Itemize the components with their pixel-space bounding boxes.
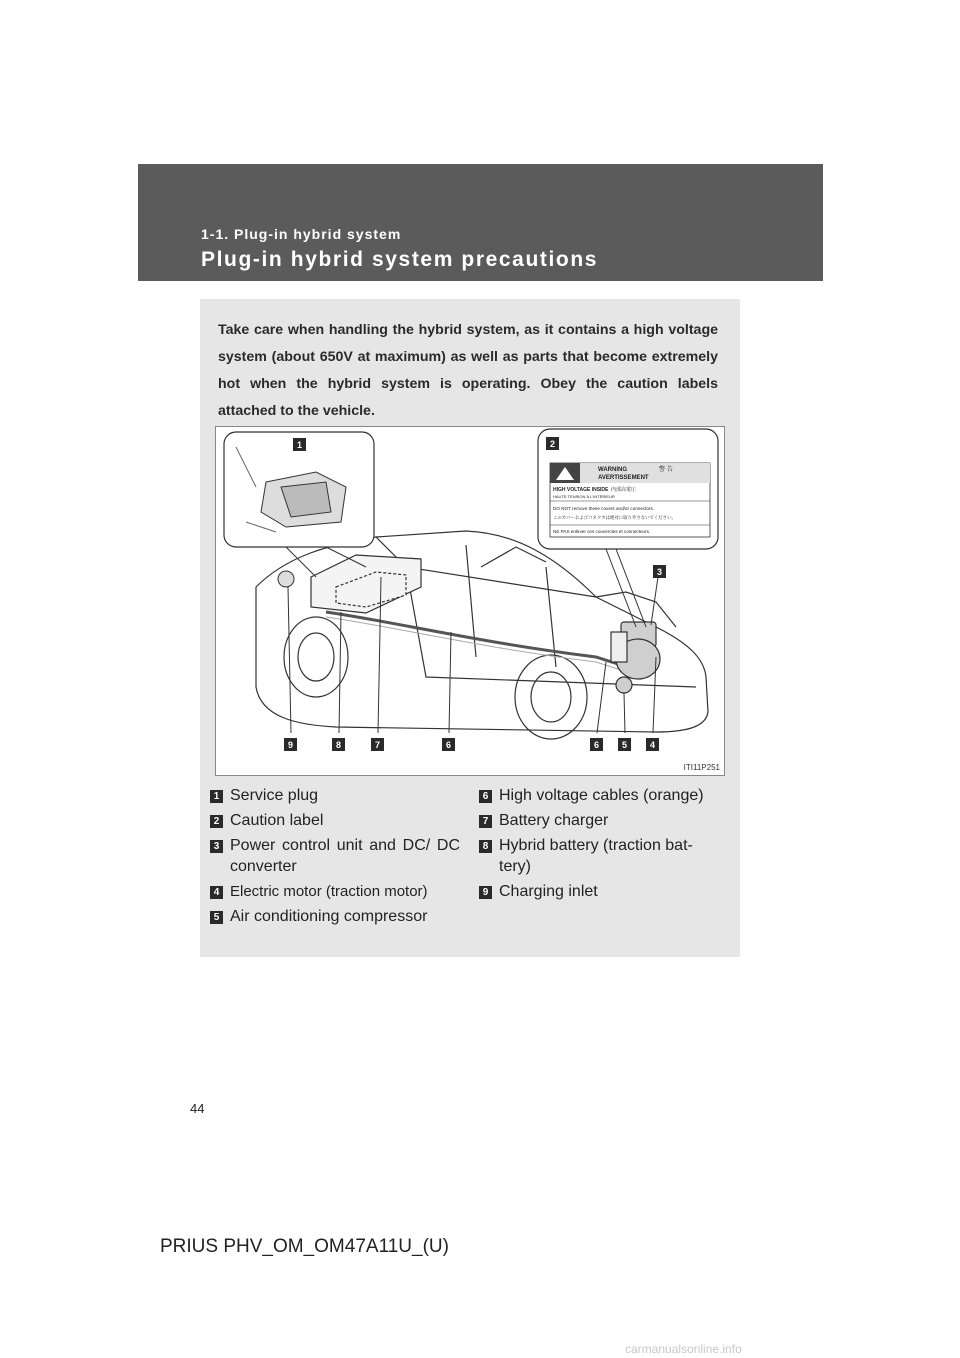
callout-label: 7 xyxy=(374,740,381,750)
number-badge: 3 xyxy=(210,840,223,853)
legend-left xyxy=(210,785,470,931)
number-badge: 7 xyxy=(479,815,492,828)
legend-text: Charging inlet xyxy=(499,883,598,900)
number-badge: 1 xyxy=(210,790,223,803)
page-title: Plug-in hybrid system precautions xyxy=(201,248,599,271)
legend-text: Hybrid battery (traction bat- tery) xyxy=(499,837,693,875)
vehicle-drawing xyxy=(216,427,724,775)
callout-label: 4 xyxy=(649,740,656,750)
legend-item xyxy=(210,810,470,831)
vehicle-illustration xyxy=(215,426,725,776)
legend-text: Battery charger xyxy=(499,812,609,829)
legend-item xyxy=(479,785,737,806)
number-badge: 6 xyxy=(479,790,492,803)
label-ne-pas: NE PAS enlever ces couvercles et connecteurs. xyxy=(553,529,651,534)
callout-label: 3 xyxy=(656,567,663,577)
label-warning-jp: 警 告 xyxy=(659,466,673,473)
section-label: 1-1. Plug-in hybrid system xyxy=(201,226,402,242)
document-id: PRIUS PHV_OM_OM47A11U_(U) xyxy=(160,1236,449,1257)
label-warning: WARNING xyxy=(598,467,627,473)
label-avertissement: AVERTISSEMENT xyxy=(598,475,649,481)
number-badge: 2 xyxy=(210,815,223,828)
legend-item xyxy=(479,881,737,902)
legend-text: Service plug xyxy=(230,787,319,804)
chapter-header xyxy=(138,164,823,281)
callout-label: 2 xyxy=(549,439,556,449)
legend-item xyxy=(210,785,470,806)
callout-label: 6 xyxy=(593,740,600,750)
label-high-voltage: HIGH VOLTAGE INSIDE xyxy=(553,487,609,493)
legend-text: High voltage cables (orange) xyxy=(499,787,704,804)
number-badge: 5 xyxy=(210,911,223,924)
intro-paragraph: Take care when handling the hybrid system, as it contains a high voltage system (about 650V at maximum) as well as parts that become extremely hot when the hybrid system is operating. Obey the caution labels attached to the vehicle. xyxy=(218,322,718,419)
legend-text: Air conditioning compressor xyxy=(230,908,428,925)
label-do-not-remove: DO NOT remove these covers and/or connectors. xyxy=(553,506,655,511)
legend-item xyxy=(210,835,470,877)
legend-text: Electric motor (traction motor) xyxy=(230,883,428,900)
legend-text: Power control unit and DC/ DC converter xyxy=(230,837,460,875)
content-panel xyxy=(200,299,740,957)
legend-item xyxy=(210,906,470,927)
illustration-code: ITI11P251 xyxy=(683,763,720,772)
watermark: carmanualsonline.info xyxy=(625,1342,742,1356)
number-badge: 4 xyxy=(210,886,223,899)
callout-label: 9 xyxy=(287,740,294,750)
label-jp-line: このカバーおよびコネクタは絶対に取り外さないでください。 xyxy=(553,516,676,521)
label-haute-tension: HAUTE TENSION À L'INTÉRIEUR xyxy=(553,494,615,499)
legend-item xyxy=(210,881,470,902)
legend-item xyxy=(479,810,737,831)
callout-label: 8 xyxy=(335,740,342,750)
label-high-voltage-jp: 内部高電圧 xyxy=(611,487,637,493)
legend-right xyxy=(479,785,737,906)
legend-item xyxy=(479,835,737,877)
legend-text: Caution label xyxy=(230,812,324,829)
number-badge: 9 xyxy=(479,886,492,899)
number-badge: 8 xyxy=(479,840,492,853)
callout-label: 1 xyxy=(296,440,303,450)
callout-label: 6 xyxy=(445,740,452,750)
page-number: 44 xyxy=(190,1101,205,1116)
callout-label: 5 xyxy=(621,740,628,750)
